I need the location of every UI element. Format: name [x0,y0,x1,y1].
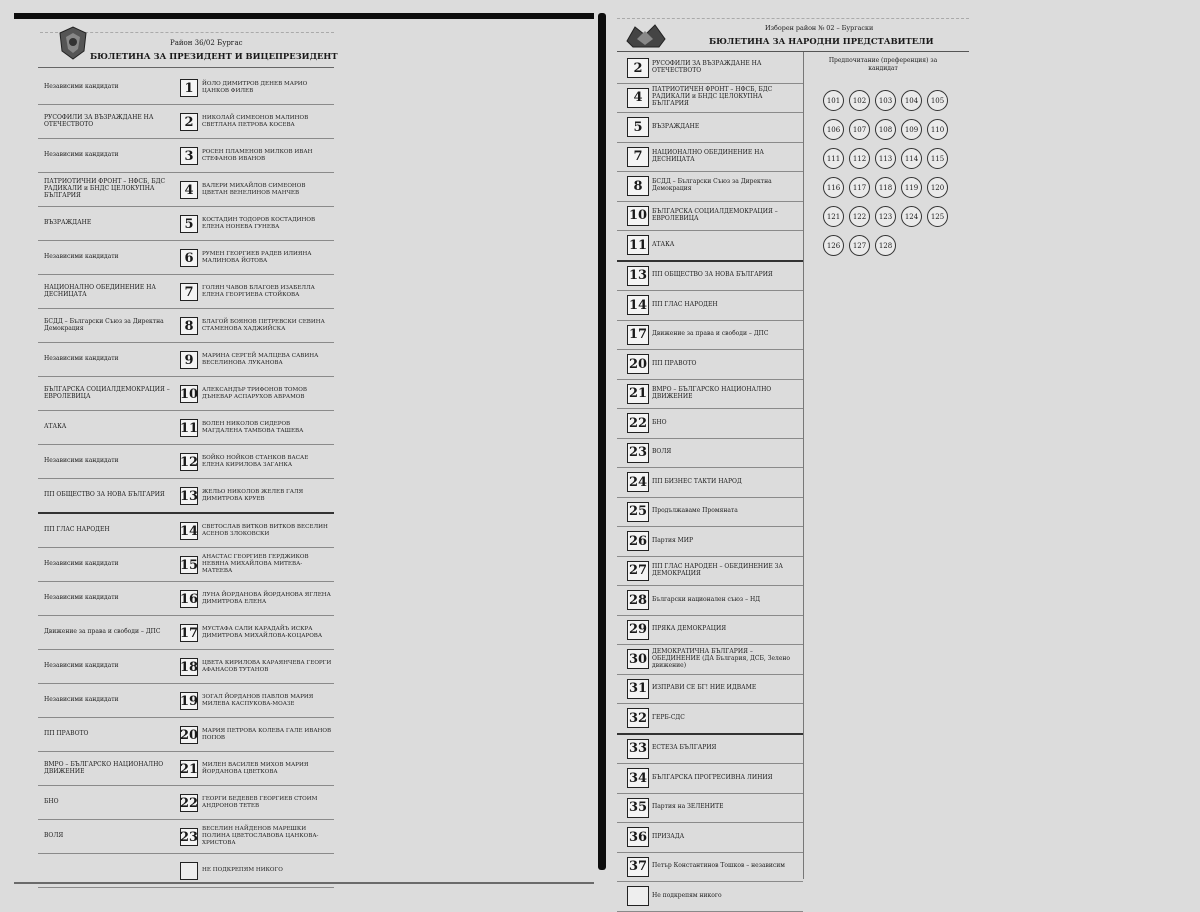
party-name [44,854,174,887]
ballot-number-box[interactable]: 26 [627,531,649,551]
parliament-ballot-title: БЮЛЕТИНА ЗА НАРОДНИ ПРЕДСТАВИТЕЛИ [709,36,934,46]
candidate-names: РУМЕН ГЕОРГИЕВ РАДЕВ ИЛИЯНА МАЛИНОВА ЙОТОВА [202,250,312,264]
ballot-number-box[interactable]: 14 [179,523,199,539]
preference-circle[interactable]: 125 [927,206,948,227]
ballot-row [38,650,334,684]
ballot-row [617,823,803,853]
party-name: БСДД – Български Съюз за Директна Демокрация [652,178,772,193]
ballot-row [38,786,334,820]
ballot-row [38,71,334,105]
party-name: Независими кандидати [44,560,119,568]
ballot-number-box[interactable]: 20 [179,727,199,743]
party-name: Независими кандидати [44,696,119,704]
ballot-row [617,616,803,646]
none-checkbox[interactable] [627,886,649,906]
preference-circle[interactable]: 126 [823,235,844,256]
ballot-row [617,498,803,528]
party-name: НАЦИОНАЛНО ОБЕДИНЕНИЕ НА ДЕСНИЦАТА [44,283,156,298]
ballot-number-box[interactable]: 10 [179,386,199,402]
ballot-number-box[interactable]: 13 [627,266,649,286]
party-name: ПП ПРАВОТО [652,359,697,367]
preference-circle[interactable]: 118 [875,177,896,198]
ballot-row [617,557,803,587]
party-name: ПП ПРАВОТО [44,730,89,738]
preference-circle[interactable]: 105 [927,90,948,111]
ballot-row [617,291,803,321]
ballot-number-box[interactable]: 20 [627,354,649,374]
ballot-number-box[interactable]: 4 [180,181,198,199]
preference-grid [823,90,958,256]
ballot-row [38,616,334,650]
ballot-row [617,645,803,675]
ballot-number-box[interactable]: 17 [179,625,199,641]
ballot-row [38,854,334,888]
party-name: ИЗПРАВИ СЕ БГ! НИЕ ИДВАМЕ [652,684,757,692]
ballot-row [617,262,803,292]
president-ballot [38,23,338,874]
candidate-names: БЛАГОЙ БОЯНОВ ПЕТРЕВСКИ СЕВИНА СТАМЕНОВА ХАДЖИЙСКА [202,318,325,332]
ballot-row [38,105,334,139]
party-name: Независими кандидати [44,151,119,159]
ballot-number-box[interactable]: 22 [179,795,199,811]
party-name: ПП БИЗНЕС ТАКТИ НАРОД [652,477,742,485]
preference-circle[interactable]: 127 [849,235,870,256]
ballot-number-box[interactable]: 8 [627,176,649,196]
none-checkbox[interactable] [180,862,198,880]
ballot-number-box[interactable]: 11 [179,420,199,436]
ballot-number-box[interactable]: 7 [627,147,649,167]
ballot-number-box[interactable]: 3 [180,147,198,165]
preference-circle[interactable]: 113 [875,148,896,169]
ballot-number-box[interactable]: 2 [180,113,198,131]
ballot-row [38,445,334,479]
president-ballot-title: БЮЛЕТИНА ЗА ПРЕЗИДЕНТ И ВИЦЕПРЕЗИДЕНТ [90,51,338,61]
candidate-names: ЛУНА ЙОРДАНОВА ЙОРДАНОВА ЯГЛЕНА ДИМИТРОВА ЕЛЕНА [202,591,331,605]
ballot-row [617,794,803,824]
ballot-row [617,409,803,439]
party-name: ПАТРИОТИЧНИ ФРОНТ – НФСБ, БДС РАДИКАЛИ и БНДС ЦЕЛОКУПНА БЪЛГАРИЯ [44,178,166,199]
preference-circle[interactable]: 104 [901,90,922,111]
ballot-row [617,321,803,351]
party-name: Независими кандидати [44,457,119,465]
ballot-number-box[interactable]: 21 [179,761,199,777]
ballot-number-box[interactable]: 17 [627,325,649,345]
party-name: ПП ГЛАС НАРОДЕН [44,526,110,534]
party-name: ВМРО – БЪЛГАРСКО НАЦИОНАЛНО ДВИЖЕНИЕ [44,760,164,775]
ballot-row [617,54,803,84]
top-frame-bar [14,13,594,19]
candidate-names: СВЕТОСЛАВ ВИТКОВ ВИТКОВ ВЕСЕЛИН АСЕНОВ ЗЛОКОВСКИ [202,523,328,537]
party-name: Независими кандидати [44,594,119,602]
preference-circle[interactable]: 123 [875,206,896,227]
preference-circle[interactable]: 110 [927,119,948,140]
ballot-row [617,172,803,202]
candidate-names: ЗОГАЛ ЙОРДАНОВ ПАВЛОВ МАРИЯ МИЛЕВА КАСПУКОВА-МОАЗЕ [202,693,314,707]
party-name: ПРИЗАДА [652,832,685,840]
party-name: РУСОФИЛИ ЗА ВЪЗРАЖДАНЕ НА ОТЕЧЕСТВОТО [44,113,154,128]
ballot-number-box[interactable]: 28 [627,590,649,610]
party-name: ПП ГЛАС НАРОДЕН – ОБЕДИНЕНИЕ ЗА ДЕМОКРАЦИЯ [652,562,783,577]
party-name: ПП ОБЩЕСТВО ЗА НОВА БЪЛГАРИЯ [44,491,165,499]
party-name: ПАТРИОТИЧЕН ФРОНТ – НФСБ, БДС РАДИКАЛИ и БНДС ЦЕЛОКУПНА БЪЛГАРИЯ [652,86,773,108]
ballot-number-box[interactable]: 23 [179,829,199,845]
party-name: Партия на ЗЕЛЕНИТЕ [652,803,724,811]
ballot-row [38,684,334,718]
president-ballot-header [38,23,338,71]
party-name: Движение за права и свободи – ДПС [44,628,161,636]
candidate-names: БОЙКО НОЙКОВ СТАНКОВ ВАСАЕ ЕЛЕНА КИРИЛОВА ЗАГАНКА [202,454,309,468]
party-name: ПРЯКА ДЕМОКРАЦИЯ [652,625,727,633]
party-name: ПП ОБЩЕСТВО ЗА НОВА БЪЛГАРИЯ [652,271,773,279]
candidate-names: МАРИЯ ПЕТРОВА КОЛЕВА ГАЛЕ ИВАНОВ ПОПОВ [202,727,332,741]
candidate-names: НИКОЛАЙ СИМЕОНОВ МАЛИНОВ СВЕТЛАНА ПЕТРОВА КОСЕВА [202,114,309,128]
ballot-row [617,882,803,912]
ballot-row [38,241,334,275]
candidate-names: ЖЕЛЬО НИКОЛОВ ЖЕЛЕВ ГАЛЯ ДИМИТРОВА КРУЕВ [202,488,304,502]
party-name: Продължаваме Промяната [652,507,738,515]
candidate-names: ГЕОРГИ БЕДЕВЕВ ГЕОРГИЕВ СТОИМ АНДРОНОВ ТЕТЕВ [202,795,318,809]
ballot-number-box[interactable]: 10 [627,206,649,226]
ballot-row [38,343,334,377]
ballot-number-box[interactable]: 12 [179,454,199,470]
preference-circle[interactable]: 121 [823,206,844,227]
ballot-row [617,84,803,114]
candidate-names: РОСЕН ПЛАМЕНОВ МИЛКОВ ИВАН СТЕФАНОВ ИВАНОВ [202,148,313,162]
ballot-row [38,479,334,514]
ballot-row [617,231,803,262]
party-name: Независими кандидати [44,83,119,91]
ballot-row [38,139,334,173]
ballot-number-box[interactable]: 31 [627,679,649,699]
party-name: АТАКА [44,423,67,431]
party-name: БСДД – Български Съюз за Директна Демокрация [44,317,164,332]
candidate-names: ВАЛЕРИ МИХАЙЛОВ СИМЕОНОВ ЦВЕТАН ВЕНЕЛИНОВ МАНЧЕВ [202,182,306,196]
preference-circle[interactable]: 111 [823,148,844,169]
preference-circle[interactable]: 103 [875,90,896,111]
ballot-row [617,350,803,380]
ballot-row [38,207,334,241]
ballot-row [617,764,803,794]
party-name: НАЦИОНАЛНО ОБЕДИНЕНИЕ НА ДЕСНИЦАТА [652,148,764,163]
column-separator [803,52,804,879]
party-name: ВОЛЯ [652,448,672,456]
ballot-number-box[interactable]: 9 [180,351,198,369]
ballot-row [38,377,334,411]
ballot-row [617,704,803,735]
ballot-row [617,675,803,705]
ballot-number-box[interactable]: 19 [179,693,199,709]
ballot-number-box[interactable]: 5 [627,117,649,137]
ballot-row [617,853,803,883]
ballot-number-box[interactable]: 13 [179,488,199,504]
ballot-number-box[interactable]: 21 [627,384,649,404]
coat-of-arms-icon [56,25,90,61]
parliament-ballot-header [617,13,969,53]
ballot-row [617,143,803,173]
party-name: БЪЛГАРСКА СОЦИАЛДЕМОКРАЦИЯ – ЕВРОЛЕВИЦА [652,207,778,222]
preference-circle[interactable]: 109 [901,119,922,140]
ballot-row [617,380,803,410]
parliament-ballot [617,13,969,899]
party-name: Независими кандидати [44,355,119,363]
ballot-number-box[interactable]: 24 [627,472,649,492]
ballot-number-box[interactable]: 4 [627,88,649,108]
candidate-names: ВЕСЕЛИН НАЙДЕНОВ МАРЕШКИ ПОЛИНА ЦВЕТОСЛАВОВА ЦАНКОВА-ХРИСТОВА [202,826,319,846]
party-name: Движение за права и свободи – ДПС [652,330,769,338]
party-name: РУСОФИЛИ ЗА ВЪЗРАЖДАНЕ НА ОТЕЧЕСТВОТО [652,60,762,75]
party-name: БНО [44,798,59,806]
ballot-row [617,586,803,616]
candidate-names: КОСТАДИН ТОДОРОВ КОСТАДИНОВ ЕЛЕНА НОНЕВА ГУНЕВА [202,216,316,230]
preference-circle[interactable]: 112 [849,148,870,169]
ballot-number-box[interactable]: 32 [627,708,649,728]
ballot-number-box[interactable]: 18 [179,659,199,675]
president-candidate-list [38,71,334,888]
party-name: Независими кандидати [44,253,119,261]
ballot-row [38,275,334,309]
candidate-names: ЙОЛО ДИМИТРОВ ДЕНЕВ МАРИО ЦАНКОВ ФИЛЕВ [202,80,308,94]
preference-circle[interactable]: 124 [901,206,922,227]
ballot-number-box[interactable]: 27 [627,561,649,581]
president-ballot-region: Район 36/02 Бургас [170,39,243,47]
preference-circle[interactable]: 116 [823,177,844,198]
ballot-row [617,735,803,765]
candidate-names: ГОЛЯН ЧАВОВ БЛАГОЕВ ИЗАБЕЛЛА ЕЛЕНА ГЕОРГИЕВА СТОЙКОВА [202,284,315,298]
party-name: БНО [652,418,667,426]
preference-circle[interactable]: 119 [901,177,922,198]
preference-circle[interactable]: 120 [927,177,948,198]
party-name: Партия МИР [652,536,694,544]
ballot-number-box[interactable]: 29 [627,620,649,640]
ballot-number-box[interactable]: 23 [627,443,649,463]
center-divider [598,13,606,870]
ballot-row [617,468,803,498]
coat-of-arms-icon [625,21,667,49]
ballot-row [38,411,334,445]
party-name: Петър Константинов Тошков – независим [652,862,785,870]
ballot-number-box[interactable]: 5 [180,215,198,233]
preference-circle[interactable]: 101 [823,90,844,111]
preference-circle[interactable]: 108 [875,119,896,140]
candidate-names: ВОЛЕН НИКОЛОВ СИДЕРОВ МАГДАЛЕНА ТАМБОВА ТАШЕВА [202,420,304,434]
candidate-names: МАРИНА СЕРГЕЙ МАЛЦЕВА САВИНА ВЕСЕЛИНОВА ЛУКАНОВА [202,352,319,366]
party-name: Не подкрепям никого [652,891,722,899]
header-rule [617,51,969,52]
party-name: ВЪЗРАЖДАНЕ [652,122,700,130]
party-name: Български национален съюз – НД [652,595,761,603]
ballot-number-box[interactable]: 34 [627,768,649,788]
party-name: ПП ГЛАС НАРОДЕН [652,300,718,308]
ballot-number-box[interactable]: 1 [180,79,198,97]
header-rule [38,67,334,68]
ballot-row [38,173,334,207]
ballot-row [38,309,334,343]
ballot-number-box[interactable]: 35 [627,798,649,818]
party-name: ЕСТЕЗА БЪЛГАРИЯ [652,744,717,752]
ballot-number-box[interactable]: 22 [627,413,649,433]
candidate-names: ЦВЕТА КИРИЛОВА КАРАЯНЧЕВА ГЕОРГИ АФАНАСОВ ТУТАНОВ [202,659,332,673]
parliament-ballot-region: Изборен район № 02 – Бургаски [765,24,874,32]
ballot-row [38,582,334,616]
party-name: БЪЛГАРСКА СОЦИАЛДЕМОКРАЦИЯ – ЕВРОЛЕВИЦА [44,385,170,400]
party-name: ВМРО – БЪЛГАРСКО НАЦИОНАЛНО ДВИЖЕНИЕ [652,385,772,400]
ballot-number-box[interactable]: 14 [627,295,649,315]
preference-circle[interactable]: 107 [849,119,870,140]
ballot-number-box[interactable]: 30 [627,649,649,669]
ballot-number-box[interactable]: 2 [627,58,649,78]
ballot-number-box[interactable]: 6 [180,249,198,267]
ballot-number-box[interactable]: 16 [179,591,199,607]
ballot-number-box[interactable]: 37 [627,857,649,877]
party-name: АТАКА [652,240,675,248]
party-name: ВЪЗРАЖДАНЕ [44,219,92,227]
preference-circle[interactable]: 122 [849,206,870,227]
ballot-number-box[interactable]: 25 [627,502,649,522]
candidate-names: МУСТАФА САЛИ КАРАДАЙЪ ИСКРА ДИМИТРОВА МИХАЙЛОВА-КОЦАРОВА [202,625,323,639]
preference-circle[interactable]: 115 [927,148,948,169]
ballot-row [38,718,334,752]
ballot-row [38,514,334,548]
ballot-row [38,820,334,854]
header-dashed-line [617,18,969,19]
party-name: ВОЛЯ [44,832,64,840]
ballot-row [38,548,334,582]
ballot-number-box[interactable]: 7 [180,283,198,301]
ballot-row [617,202,803,232]
ballot-number-box[interactable]: 15 [179,557,199,573]
candidate-names: АНАСТАС ГЕОРГИЕВ ГЕРДЖИКОВ НЕВЯНА МИХАЙЛОВА МИТЕВА-МАТЕЕВА [202,554,309,574]
party-name: ГЕРБ-СДС [652,713,685,721]
ballot-number-box[interactable]: 36 [627,827,649,847]
preference-circle[interactable]: 128 [875,235,896,256]
candidate-names: МИЛЕН ВАСИЛЕВ МИХОВ МАРИЯ ЙОРДАНОВА ЦВЕТКОВА [202,761,309,775]
candidate-names: АЛЕКСАНДЪР ТРИФОНОВ ТОМОВ ДЪНЕВАР АСПАРУХОВ АВРАМОВ [202,386,307,400]
ballot-number-box[interactable]: 33 [627,739,649,759]
preference-circle[interactable]: 114 [901,148,922,169]
ballot-number-box[interactable]: 11 [627,235,649,255]
preference-circle[interactable]: 117 [849,177,870,198]
ballot-row [617,527,803,557]
party-name: ДЕМОКРАТИЧНА БЪЛГАРИЯ – ОБЕДИНЕНИЕ (ДА България, ДСБ, Зелено движение) [652,647,791,669]
ballot-row [617,439,803,469]
party-list [617,54,803,912]
party-name: БЪЛГАРСКА ПРОГРЕСИВНА ЛИНИЯ [652,773,773,781]
party-name: Независими кандидати [44,662,119,670]
ballot-row [38,752,334,786]
preference-title: Предпочитание (преференция) за кандидат [828,57,938,73]
ballot-row [617,113,803,143]
preference-circle[interactable]: 106 [823,119,844,140]
preference-circle[interactable]: 102 [849,90,870,111]
candidate-names: НЕ ПОДКРЕПЯМ НИКОГО [202,867,283,874]
ballot-number-box[interactable]: 8 [180,317,198,335]
